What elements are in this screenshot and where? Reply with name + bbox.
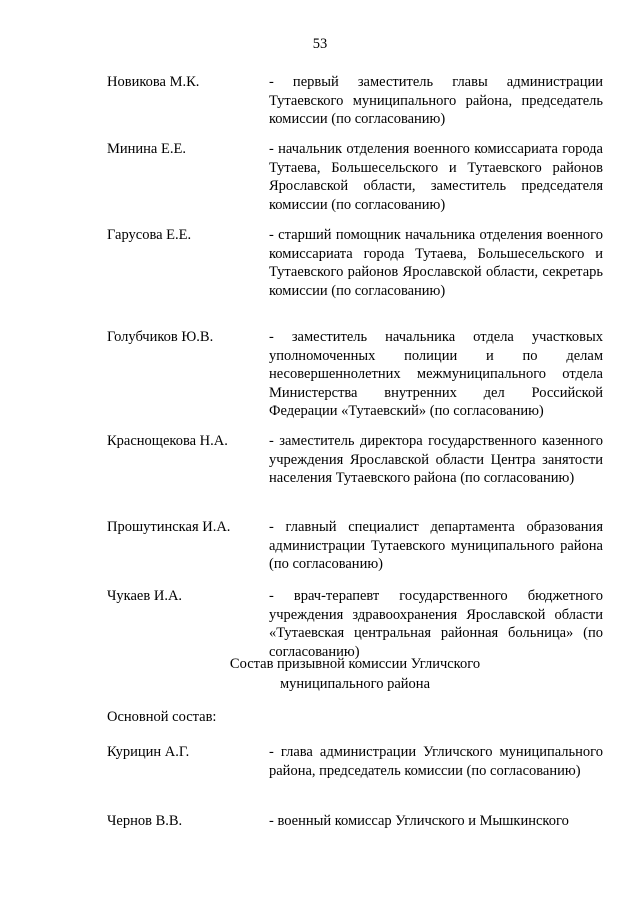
member-name: Прошутинская И.А. [107, 519, 231, 535]
member-role: - заместитель директора государственного казенного учреждения Ярославской области Центра занятости населения Тутаевского района (по согласованию) [269, 433, 603, 486]
section-heading: Состав призывной комиссии Угличского муниципального района [229, 656, 481, 692]
member-name: Курицин А.Г. [107, 744, 190, 760]
subsection-label: Основной состав: [107, 709, 217, 725]
member-role: - главный специалист департамента образования администрации Тутаевского муниципального района (по согласованию) [269, 519, 603, 572]
member-name: Гарусова Е.Е. [107, 227, 192, 243]
member-role: - первый заместитель главы администрации Тутаевского муниципального района, председатель комиссии (по согласованию) [269, 74, 603, 127]
member-role: - заместитель начальника отдела участковых уполномоченных полиции и по делам несовершеннолетних межмуниципального отдела Министерства внутренних дел Российской Федерации «Тутаевский» (по согласованию) [269, 329, 603, 419]
member-name: Чернов В.В. [107, 813, 183, 829]
member-role: - врач-терапевт государственного бюджетного учреждения здравоохранения Ярославской области «Тутаевская центральная районная больница» (по согласованию) [269, 588, 603, 660]
member-name: Краснощекова Н.А. [107, 433, 228, 449]
member-name: Чукаев И.А. [107, 588, 183, 604]
member-name: Новикова М.К. [107, 74, 200, 90]
member-role: - глава администрации Угличского муниципального района, председатель комиссии (по согласованию) [269, 744, 603, 779]
member-role: - военный комиссар Угличского и Мышкинского [269, 813, 569, 829]
member-name: Голубчиков Ю.В. [107, 329, 214, 345]
page-number: 53 [312, 36, 328, 52]
member-role: - старший помощник начальника отделения военного комиссариата города Тутаева, Большесельского и Тутаевского районов Ярославской области, секретарь комиссии (по согласованию) [269, 227, 603, 299]
member-role: - начальник отделения военного комиссариата города Тутаева, Большесельского и Тутаевского районов Ярославской области, заместитель председателя комиссии (по согласованию) [269, 141, 603, 213]
member-name: Минина Е.Е. [107, 141, 186, 157]
